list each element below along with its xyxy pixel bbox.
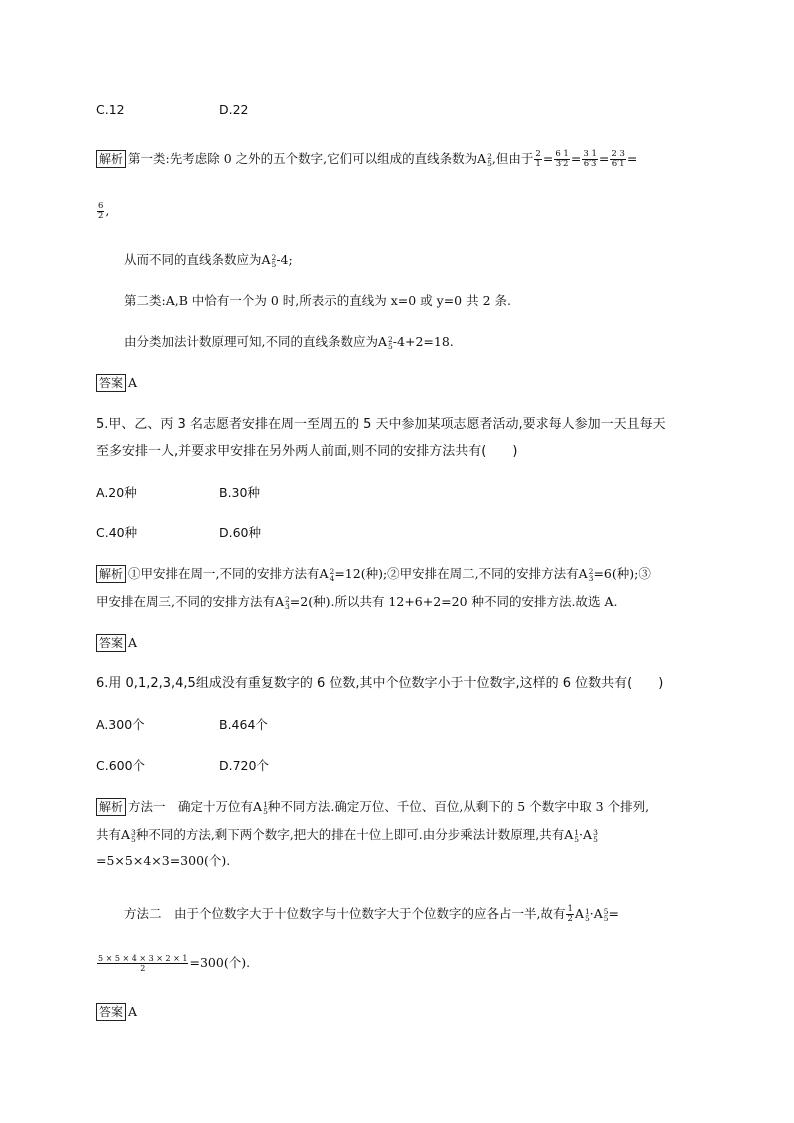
perm-a53: A 3 5	[583, 827, 598, 844]
q5-stem-line2: 至多安排一人,并要求甲安排在另外两人前面,则不同的安排方法共有( )	[96, 444, 518, 459]
analysis-tag: 解析	[96, 150, 126, 168]
q6-analysis-line1: 解析 方法一 确定十万位有A 1 5 种不同方法.确定万位、千位、百位,从剩下的 5 个数字中取 3 个排列,	[96, 798, 649, 816]
q6-analysis-line5: $\frac{5 \times 5 \times 4 \times 3 \times 2 \times 1}{2}$ =300(个).	[98, 954, 251, 973]
q4-analysis-line1: 解析 第一类:先考虑除 0 之外的五个数字,它们可以组成的直线条数为A 2 5 ,但由于 $\frac{2}{1}$ = $\frac{6 1}{3'2}$ = $\frac{3 1}{6'3}$ = $\frac{2 3}{6'1}$ =	[96, 150, 637, 169]
answer-value: A	[128, 635, 138, 650]
perm-a42: A 2 4	[319, 566, 335, 583]
analysis-tag: 解析	[96, 565, 126, 583]
perm-a51: A 1 5	[253, 799, 268, 816]
fraction-6-1: $\frac{6 1}{3'2}$	[555, 149, 569, 169]
q5-stem-line1: 5.甲、乙、丙 3 名志愿者安排在周一至周五的 5 天中参加某项志愿者活动,要求每人参加一天且每天	[96, 417, 666, 432]
q5-option-d: D.60种	[219, 525, 262, 540]
answer-tag: 答案	[96, 374, 126, 392]
q6-analysis-line4: 方法二 由于个位数字大于十位数字与十位数字大于个位数字的应各占一半,故有 $\frac{1}{2}$ A 1 5 ·A 5 5 =	[124, 904, 619, 924]
q5-analysis-line1: 解析 ①甲安排在周一,不同的安排方法有A 2 4 =12(种);②甲安排在周二,不同的安排方法有A 2 3 =6(种);③	[96, 565, 651, 583]
perm-a52: A 2 5	[377, 334, 393, 351]
perm-a55: A 5 5	[593, 906, 609, 923]
fraction-2-1: $\frac{2}{1}$	[535, 149, 541, 169]
fraction-6-2: $\frac{6}{2}$	[98, 201, 104, 221]
q5-option-b: B.30种	[219, 485, 260, 500]
q4-analysis-line2: 从而不同的直线条数应为A 2 5 -4;	[124, 252, 293, 269]
perm-a52: A 2 5	[261, 252, 277, 269]
perm-a32: A 2 3	[578, 566, 594, 583]
q6-option-c: C.600个	[96, 758, 146, 773]
q4-analysis-text: 第一类:先考虑除 0 之外的五个数字,它们可以组成的直线条数为	[128, 151, 478, 166]
q5-option-a: A.20种	[96, 485, 137, 500]
answer-tag: 答案	[96, 634, 126, 652]
perm-a51: A 1 5	[574, 906, 590, 923]
answer-value: A	[128, 375, 138, 390]
answer-value: A	[128, 1004, 138, 1019]
q4-analysis-line3: 第二类:A,B 中恰有一个为 0 时,所表示的直线为 x=0 或 y=0 共 2 条.	[124, 293, 511, 308]
fraction-3-1: $\frac{3 1}{6'3}$	[583, 149, 597, 169]
q6-analysis-line3: =5×5×4×3=300(个).	[96, 853, 231, 868]
q4-answer	[96, 374, 137, 392]
fraction-product: $\frac{5 \times 5 \times 4 \times 3 \times 2 \times 1}{2}$	[98, 954, 188, 973]
perm-a53: A 3 5	[121, 827, 136, 844]
q4-analysis-line4: 由分类加法计数原理可知,不同的直线条数应为A 2 5 -4+2=18.	[124, 334, 454, 351]
q6-option-d: D.720个	[219, 758, 269, 773]
fraction-2-3: $\frac{2 3}{6'1}$	[611, 149, 625, 169]
perm-a22: A 2 3	[274, 594, 290, 611]
q4-option-c: C.12	[96, 102, 125, 117]
answer-tag: 答案	[96, 1003, 126, 1021]
q5-option-c: C.40种	[96, 525, 138, 540]
q5-analysis-line2: 甲安排在周三,不同的安排方法有A 2 3 =2(种).所以共有 12+6+2=20 种不同的安排方法.故选 A.	[96, 594, 618, 611]
q6-option-a: A.300个	[96, 717, 145, 732]
q5-answer	[96, 634, 137, 652]
q6-analysis-line2: 共有A 3 5 种不同的方法,剩下两个数字,把大的排在十位上即可.由分步乘法计数原理,共有A 1 5 ·A 3 5	[96, 827, 598, 844]
q6-option-b: B.464个	[219, 717, 268, 732]
fraction-1-2: $\frac{1}{2}$	[567, 904, 573, 924]
q6-stem-line1: 6.用 0,1,2,3,4,5组成没有重复数字的 6 位数,其中个位数字小于十位数字,这样的 6 位数共有( )	[96, 676, 664, 691]
perm-a51: A 1 5	[564, 827, 580, 844]
perm-a52: A 2 5	[477, 151, 492, 168]
q4-option-d: D.22	[219, 102, 249, 117]
q6-answer	[96, 1003, 137, 1021]
analysis-tag: 解析	[96, 798, 126, 816]
q4-analysis-frac-line: $\frac{6}{2}$ ,	[98, 201, 110, 221]
